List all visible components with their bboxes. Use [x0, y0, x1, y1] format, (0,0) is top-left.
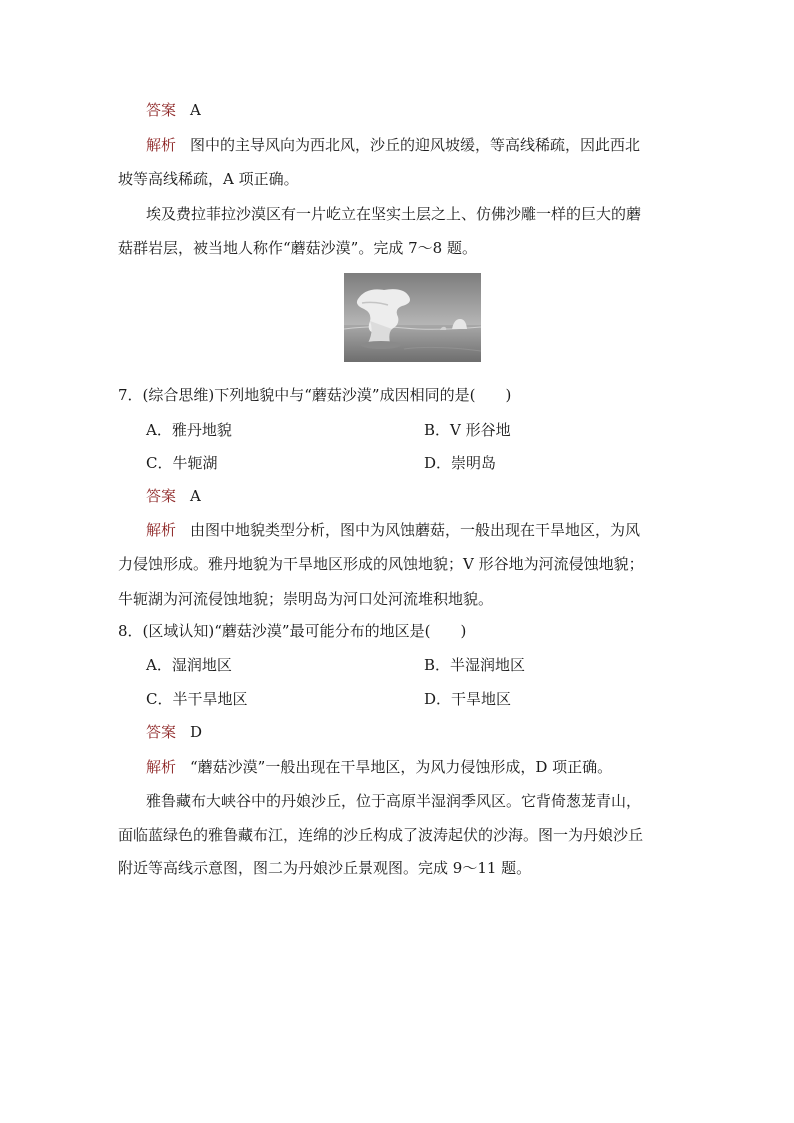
intro-paragraph-1-line-2: 菇群岩层，被当地人称作“蘑菇沙漠”。完成 7～8 题。: [118, 239, 477, 257]
question-7-option-d: D．崇明岛: [424, 454, 497, 472]
analysis-label: 解析: [146, 758, 177, 776]
answer-value: A: [190, 487, 201, 505]
question-8-option-d: D．干旱地区: [424, 690, 512, 708]
analysis-label: 解析: [146, 136, 177, 154]
analysis-label: 解析: [146, 521, 177, 539]
answer-line-1: [146, 100, 716, 120]
question-8-option-a: A．湿润地区: [146, 656, 232, 674]
question-7-option-a: A．雅丹地貌: [146, 421, 232, 439]
question-7-stem: 7．(综合思维)下列地貌中与“蘑菇沙漠”成因相同的是( ): [118, 386, 512, 404]
question-8-option-b: B．半湿润地区: [424, 656, 526, 674]
answer-label: 答案: [146, 723, 177, 741]
question-8-answer: [146, 722, 716, 742]
analysis-text: 图中的主导风向为西北风，沙丘的迎风坡缓，等高线稀疏，因此西北: [190, 136, 641, 154]
question-7-analysis-line-3: 牛轭湖为河流侵蚀地貌；崇明岛为河口处河流堆积地貌。: [118, 590, 494, 608]
analysis-line-1b: 坡等高线稀疏，A 项正确。: [118, 170, 299, 188]
answer-value: A: [190, 101, 201, 119]
analysis-text: “蘑菇沙漠”一般出现在干旱地区，为风力侵蚀形成，D 项正确。: [190, 758, 613, 776]
question-8-option-c: C．半干旱地区: [146, 690, 248, 708]
answer-label: 答案: [146, 487, 177, 505]
question-8-stem: 8．(区域认知)“蘑菇沙漠”最可能分布的地区是( ): [118, 622, 467, 640]
mushroom-rock-photo: [344, 273, 481, 362]
intro-paragraph-1-line-1: 埃及费拉菲拉沙漠区有一片屹立在坚实土层之上、仿佛沙雕一样的巨大的蘑: [146, 205, 642, 223]
question-7-analysis-line-2: 力侵蚀形成。雅丹地貌为干旱地区形成的风蚀地貌；V 形谷地为河流侵蚀地貌；: [118, 555, 644, 573]
question-7-analysis-line-1: [146, 520, 716, 540]
intro-paragraph-2-line-2: 面临蓝绿色的雅鲁藏布江，连绵的沙丘构成了波涛起伏的沙海。图一为丹娘沙丘: [118, 826, 644, 844]
intro-paragraph-2-line-1: 雅鲁藏布大峡谷中的丹娘沙丘，位于高原半湿润季风区。它背倚葱茏青山，: [146, 792, 642, 810]
answer-value: D: [190, 723, 203, 741]
intro-paragraph-2-line-3: 附近等高线示意图，图二为丹娘沙丘景观图。完成 9～11 题。: [118, 859, 532, 877]
question-7-answer: [146, 486, 716, 506]
question-8-analysis-line-1: [146, 757, 716, 777]
question-7-option-b: B．V 形谷地: [424, 421, 511, 439]
analysis-line-1a: [146, 135, 716, 155]
question-7-option-c: C．牛轭湖: [146, 454, 218, 472]
analysis-text: 由图中地貌类型分析，图中为风蚀蘑菇，一般出现在干旱地区，为风: [190, 521, 641, 539]
answer-label: 答案: [146, 101, 177, 119]
